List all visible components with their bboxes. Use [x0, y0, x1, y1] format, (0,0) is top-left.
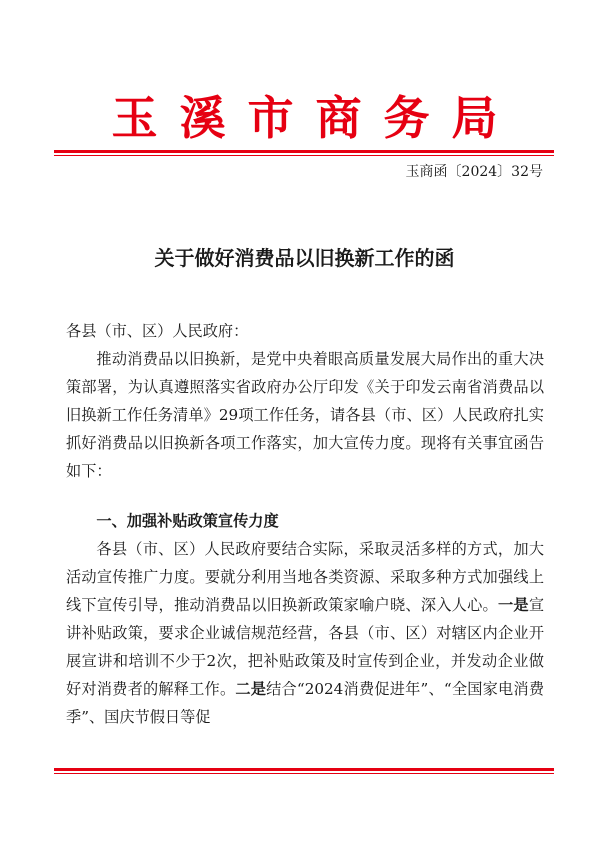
salutation: 各县（市、区）人民政府： [66, 322, 249, 340]
body-paragraph-1: 推动消费品以旧换新，是党中央着眼高质量发展大局作出的重大决策部署，为认真遵照落实省政府办公厅印发《关于印发云南省消费品以旧换新工作任务清单》29项工作任务，请各县（市、区）人民政府扎实抓好消费品以旧换新各项工作落实，加大宣传力度。现将有关事宜函告如下： [66, 350, 544, 480]
section-heading-1: 一、加强补贴政策宣传力度 [96, 512, 279, 530]
header-red-rule-thin [54, 155, 554, 156]
footer-red-rule-thin [54, 773, 554, 774]
body-paragraph-2 [66, 535, 544, 731]
header-red-rule-thick [54, 150, 554, 153]
document-title: 关于做好消费品以旧换新工作的函 [154, 246, 455, 270]
point-two-text: 结合“2024消费促进年”、“全国家电消费季”、国庆节假日等促 [66, 680, 545, 726]
point-one-marker: 一是 [497, 596, 529, 614]
paragraph-2-intro: 各县（市、区）人民政府要结合实际，采取灵活多样的方式，加大活动宣传推广力度。要就分利用当地各类资源、采取多种方式加强线上线下宣传引导，推动消费品以旧换新政策家喻户晓、深入人心。 [66, 540, 544, 614]
document-number: 玉商函〔2024〕32号 [405, 164, 543, 180]
point-one-text: 宣讲补贴政策，要求企业诚信规范经营，各县（市、区）对辖区内企业开展宣讲和培训不少于2次，把补贴政策及时宣传到企业，并发动企业做好对消费者的解释工作。 [66, 596, 545, 698]
footer-red-rule-thick [54, 768, 554, 771]
agency-header-title: 玉溪市商务局 [111, 91, 520, 145]
point-two-marker: 二是 [235, 680, 267, 698]
